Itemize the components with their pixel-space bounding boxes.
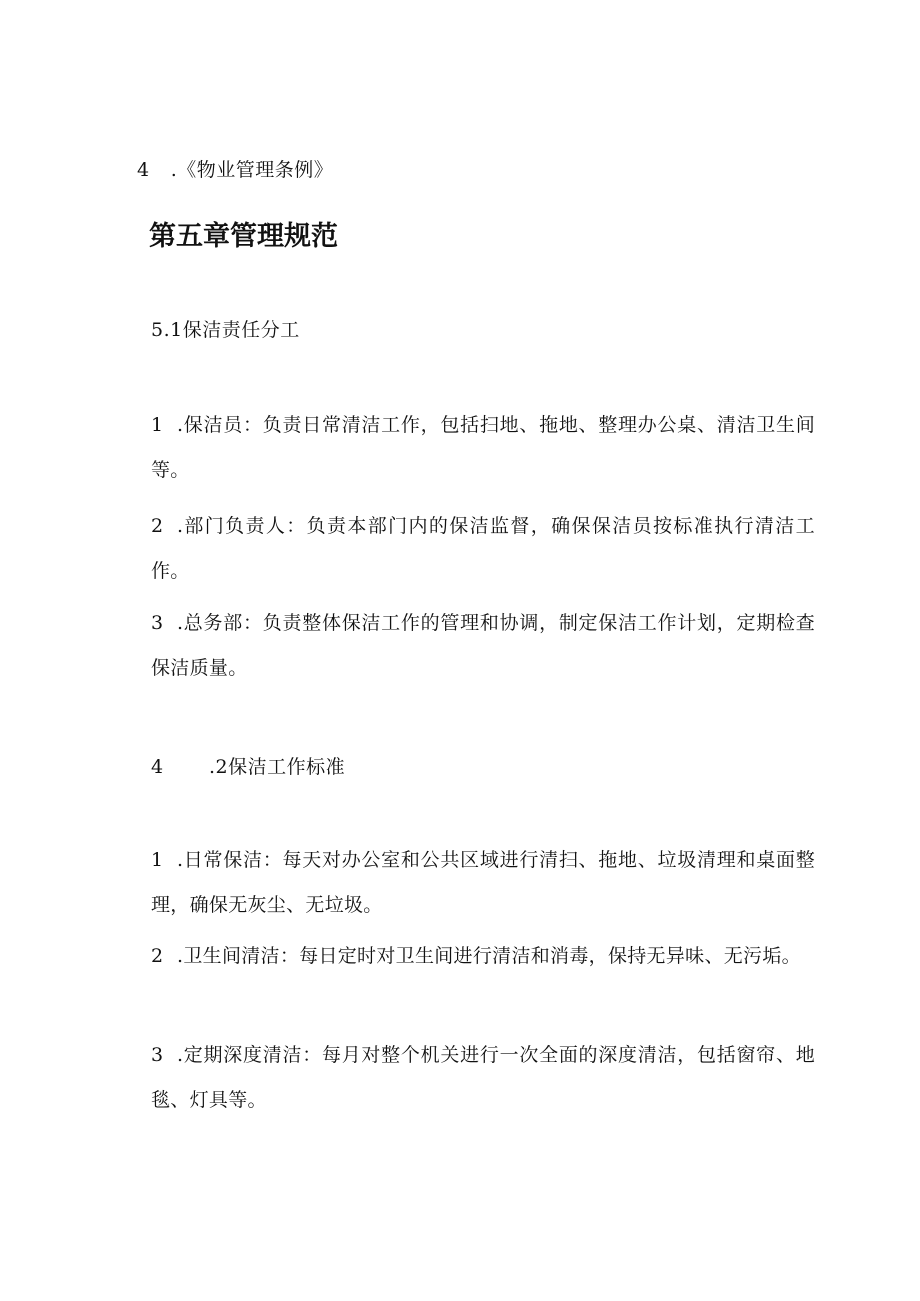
list-item-text: .保洁员：负责日常清洁工作，包括扫地、拖地、整理办公桌、清洁卫生间等。: [151, 414, 815, 481]
list-item-number: 2: [151, 515, 164, 537]
list-item: [151, 934, 815, 979]
list-item-text: .部门负责人：负责本部门内的保洁监督，确保保洁员按标准执行清洁工作。: [151, 515, 815, 582]
list-item: [151, 403, 815, 493]
list-item-number: 3: [151, 1044, 164, 1066]
list-item-text: .定期深度清洁：每月对整个机关进行一次全面的深度清洁，包括窗帘、地毯、灯具等。: [151, 1044, 815, 1111]
list-item-text: .总务部：负责整体保洁工作的管理和协调，制定保洁工作计划，定期检查保洁质量。: [151, 612, 815, 679]
list-item: [151, 1033, 815, 1123]
reference-item: [137, 158, 333, 182]
list-item-number: 1: [151, 849, 164, 871]
list-item-number: 3: [151, 612, 164, 634]
section-title-number: 4: [151, 756, 164, 778]
list-item-text: .卫生间清洁：每日定时对卫生间进行清洁和消毒，保持无异味、无污垢。: [177, 945, 801, 967]
chapter-title: 第五章管理规范: [149, 221, 338, 252]
section-title-text: .2保洁工作标准: [209, 756, 346, 778]
section-title-4-2: [151, 755, 345, 779]
list-item: [151, 838, 815, 928]
list-item-text: .日常保洁：每天对办公室和公共区域进行清扫、拖地、垃圾清理和桌面整理，确保无灰尘、无垃圾。: [151, 849, 815, 916]
reference-item-number: 4: [137, 159, 150, 181]
list-item: [151, 601, 815, 691]
list-item-number: 2: [151, 945, 164, 967]
list-item-number: 1: [151, 414, 164, 436]
list-item: [151, 504, 815, 594]
section-title-5-1: 5.1保洁责任分工: [151, 319, 300, 341]
reference-item-text: .《物业管理条例》: [170, 159, 334, 181]
